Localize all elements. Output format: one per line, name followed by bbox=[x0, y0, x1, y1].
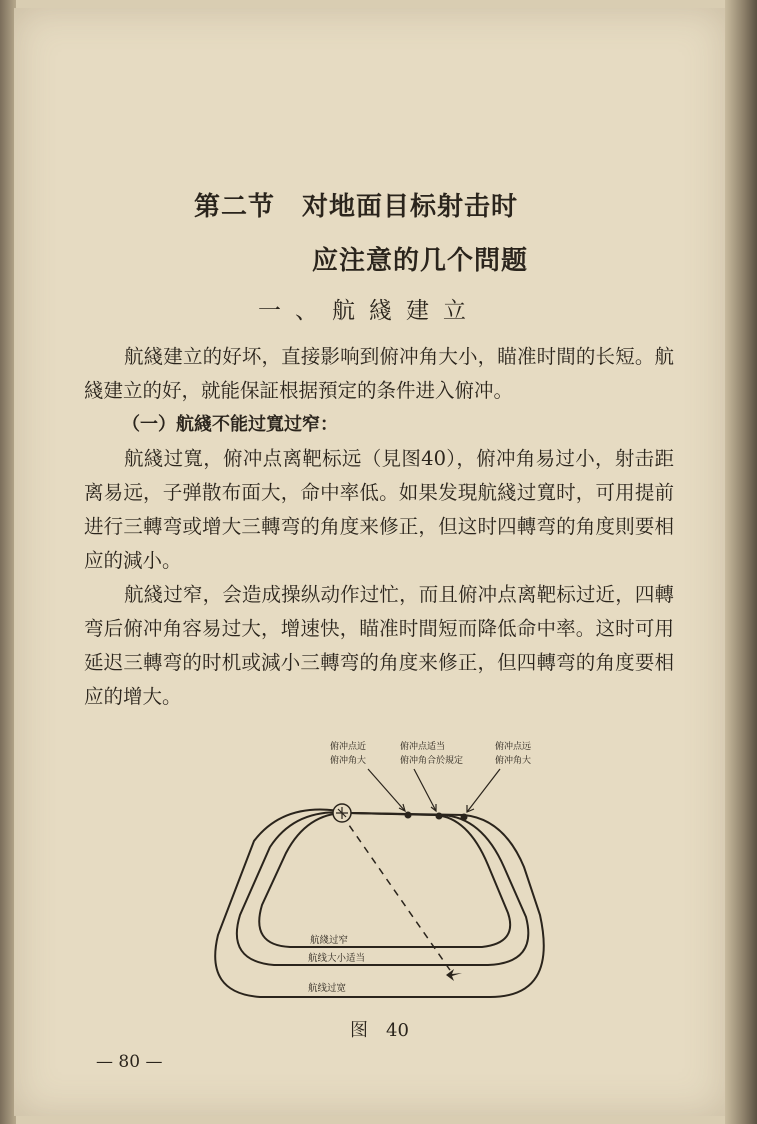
route-wide-path bbox=[215, 810, 544, 998]
route-label-wide: 航线过宽 bbox=[308, 983, 347, 994]
subpoint-heading: （一）航綫不能过寬过窄： bbox=[122, 414, 338, 435]
dive-point-far bbox=[461, 814, 468, 821]
subheading: 一、航綫建立 bbox=[258, 298, 480, 324]
section-title-line2: 应注意的几个問题 bbox=[312, 246, 529, 276]
page-number: — 80 — bbox=[96, 1052, 163, 1072]
label-proper-a: 俯冲点适当 bbox=[400, 742, 446, 752]
dive-line bbox=[342, 815, 452, 973]
page-edge bbox=[725, 0, 757, 1124]
route-label-proper: 航线大小适当 bbox=[308, 953, 366, 964]
figure-caption: 图 40 bbox=[350, 1020, 409, 1041]
label-far-a: 俯冲点远 bbox=[495, 742, 532, 752]
dive-point-near bbox=[405, 812, 412, 819]
section-title-line1: 第二节 对地面目标射击时 bbox=[194, 192, 519, 222]
route-proper-path bbox=[237, 812, 528, 965]
label-far-b: 俯冲角大 bbox=[495, 756, 532, 766]
paragraph-1: 航綫建立的好坏，直接影响到俯冲角大小，瞄准时間的长短。航綫建立的好，就能保証根据預定的条件进入俯冲。 bbox=[84, 345, 674, 402]
label-proper-b: 俯冲角合於規定 bbox=[400, 756, 464, 766]
aircraft-icon bbox=[446, 969, 462, 981]
label-near-a: 俯冲点近 bbox=[330, 742, 367, 752]
route-label-narrow: 航綫过窄 bbox=[310, 935, 349, 946]
dive-point-proper bbox=[436, 813, 443, 820]
route-narrow-path bbox=[259, 813, 510, 947]
figure-40-diagram bbox=[190, 735, 570, 1010]
label-near-b: 俯冲角大 bbox=[330, 756, 367, 766]
paragraph-3: 航綫过窄，会造成操纵动作过忙，而且俯冲点离靶标过近，四轉弯后俯冲角容易过大，增速快，瞄准时間短而降低命中率。这时可用延迟三轉弯的时机或減小三轉弯的角度来修正，但四轉弯的角度要相应的增大。 bbox=[84, 583, 674, 708]
paragraph-2: 航綫过寬，俯冲点离靶标远（見图40），俯冲角易过小，射击距离易远，子弹散布面大，命中率低。如果发現航綫过寬时，可用提前进行三轉弯或增大三轉弯的角度来修正，但这时四轉弯的角度則要相应的減小。 bbox=[84, 447, 674, 572]
